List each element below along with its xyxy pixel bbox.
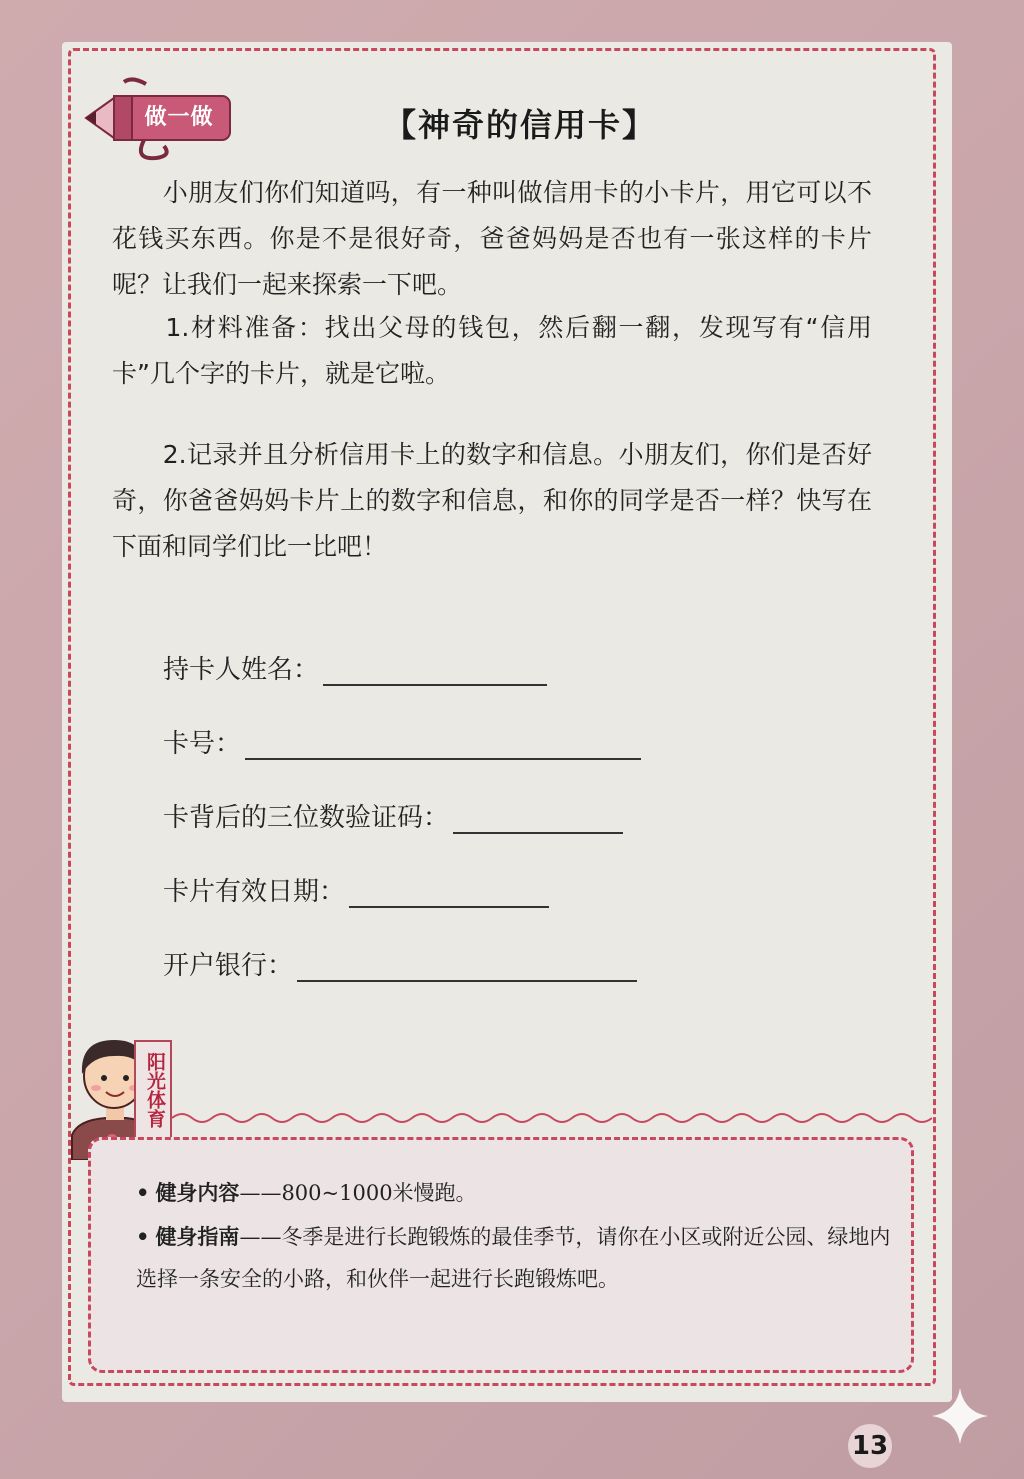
card-number-blank[interactable]	[245, 728, 641, 760]
fitness-content-line	[136, 1172, 477, 1214]
security-code-field	[163, 794, 623, 834]
expiry-date-field	[163, 868, 549, 908]
field-label: 卡片有效日期：	[163, 877, 346, 907]
issuing-bank-blank[interactable]	[297, 950, 637, 982]
page-title: 【神奇的信用卡】	[383, 106, 656, 144]
cardholder-name-blank[interactable]	[323, 654, 547, 686]
issuing-bank-field	[163, 942, 637, 982]
field-label: 卡号：	[163, 729, 242, 759]
security-code-blank[interactable]	[453, 802, 623, 834]
card-number-field	[163, 720, 641, 760]
materials-paragraph: 1.材料准备：找出父母的钱包，然后翻一翻，发现写有“信用卡”几个字的卡片，就是它啦。	[112, 313, 872, 388]
fitness-guide-line	[136, 1216, 896, 1300]
sparkle-icon	[930, 1386, 990, 1446]
expiry-date-blank[interactable]	[349, 876, 549, 908]
activity-label: 做一做	[144, 105, 214, 130]
bullet-icon: •	[136, 1224, 150, 1249]
fitness-content-label: 健身内容	[155, 1181, 240, 1205]
sunshine-sports-tag: 阳光体育	[134, 1040, 172, 1140]
fitness-guide-text: ——冬季是进行长跑锻炼的最佳季节，请你在小区或附近公园、绿地内选择一条安全的小路，和伙伴一起进行长跑锻炼吧。	[136, 1225, 891, 1291]
bullet-icon: •	[136, 1180, 150, 1205]
fitness-content-text: ——800~1000米慢跑。	[239, 1181, 477, 1205]
wavy-divider	[172, 1108, 932, 1128]
page-number: 13	[848, 1424, 892, 1468]
cardholder-name-field	[163, 646, 547, 686]
record-paragraph: 2.记录并且分析信用卡上的数字和信息。小朋友们，你们是否好奇，你爸爸妈妈卡片上的数字和信息，和你的同学是否一样？快写在下面和同学们比一比吧！	[112, 440, 872, 561]
intro-paragraph: 小朋友们你们知道吗，有一种叫做信用卡的小卡片，用它可以不花钱买东西。你是不是很好奇，爸爸妈妈是否也有一张这样的卡片呢？让我们一起来探索一下吧。	[112, 178, 872, 299]
field-label: 开户银行：	[163, 951, 294, 981]
fitness-guide-label: 健身指南	[155, 1225, 240, 1249]
field-label: 持卡人姓名：	[163, 655, 320, 685]
field-label: 卡背后的三位数验证码：	[163, 803, 450, 833]
